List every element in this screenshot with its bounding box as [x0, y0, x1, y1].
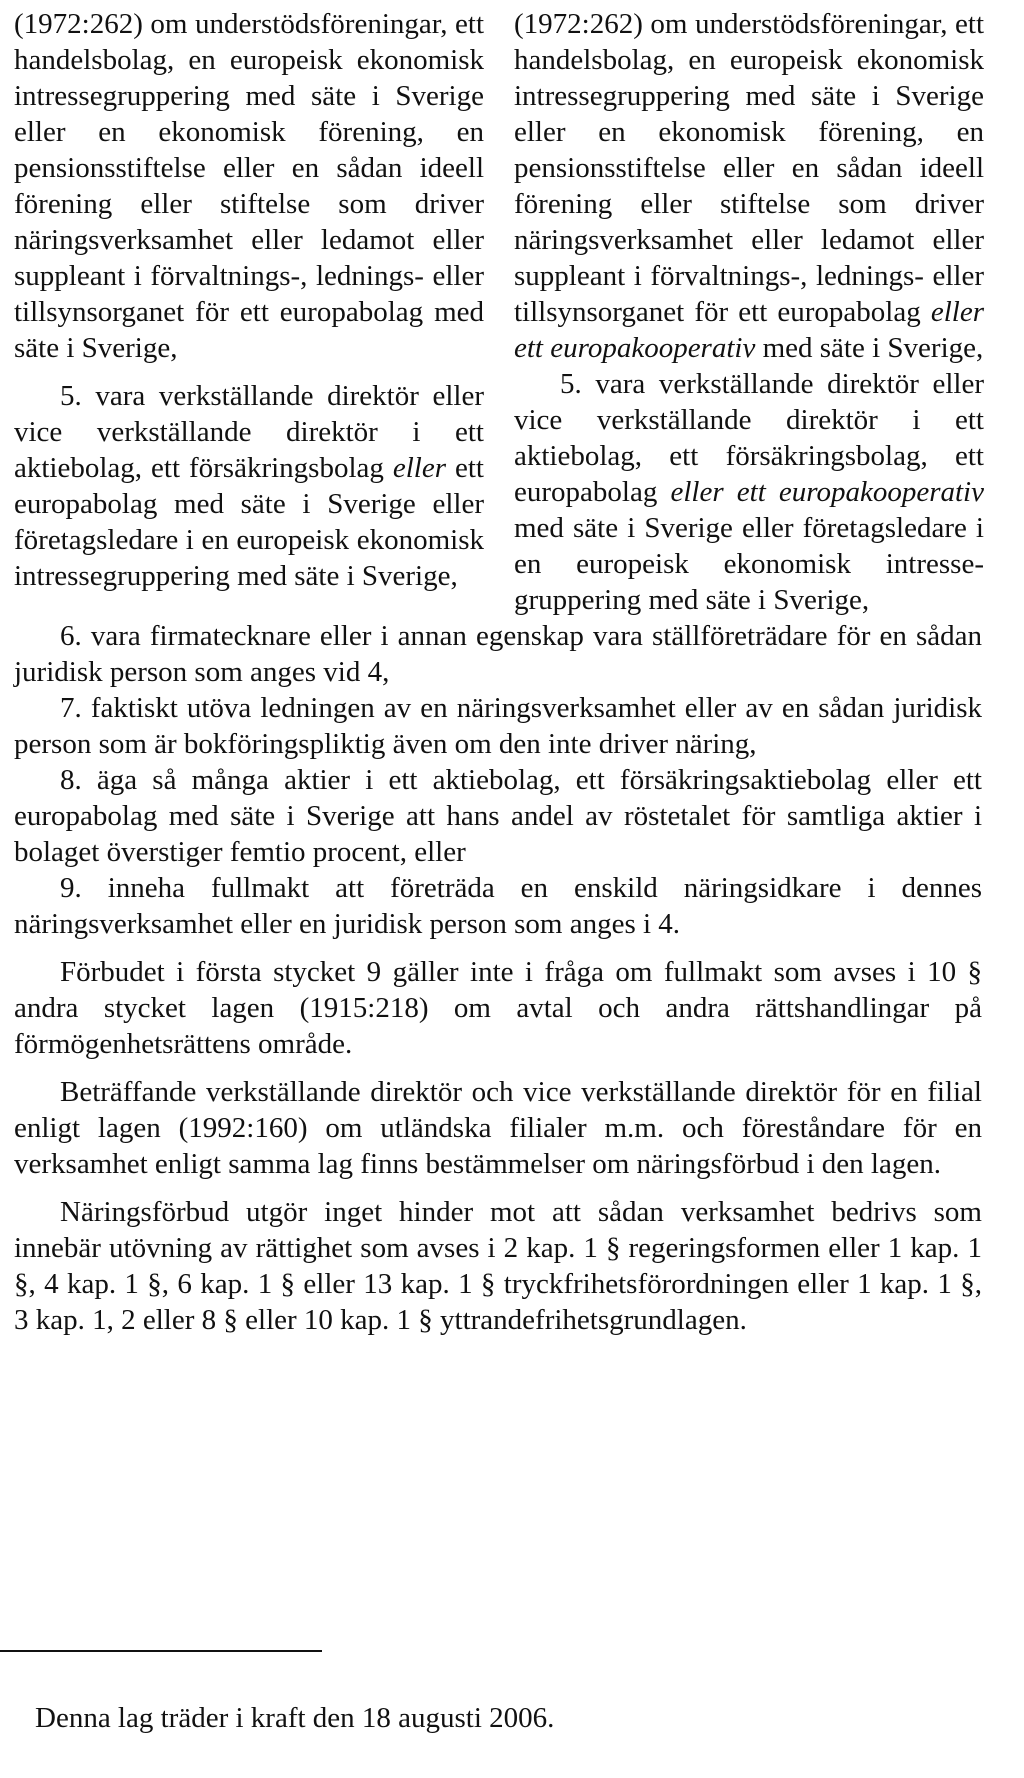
footnote-divider — [0, 1650, 322, 1652]
item-7: 7. faktiskt utöva ledningen av en näringsverksamhet eller av en sådan juridisk person som är bokföringspliktig även om den inte driver näring, — [14, 692, 982, 760]
comparison-columns — [14, 6, 984, 618]
right-item5-text-a: 5. vara verkställande direktör eller vice verkställande direktör i ett aktiebolag, ett försäkringsbolag, ett europabolag — [514, 368, 984, 508]
left-paragraph-item4-continued: (1972:262) om understödsföreningar, ett handelsbolag, en europeisk ekonomisk intressegruppering med säte i Sverige eller en ekonomisk förening, en pensionsstiftelse eller en sådan ideell förening eller stiftelse som driver näringsverksamhet eller ledamot eller suppleant i förvaltnings-, lednings- eller tillsynsorganet för ett europabolag med säte i Sverige, — [14, 8, 484, 364]
right-item5-text-b: med säte i Sverige eller företagsledare i en europeisk ekonomisk intressegruppering med säte i Sverige, — [514, 512, 984, 616]
right-item5-emphasis: eller ett europakooperativ — [670, 476, 984, 508]
right-item4-text-b: med säte i Sverige, — [755, 332, 984, 364]
full-width-text — [14, 618, 982, 1338]
left-item5-text-b: ett europabolag med säte i Sverige eller företagsledare i en europeisk ekonomisk intressegruppering med säte i Sverige, — [14, 452, 484, 592]
document-page — [14, 6, 984, 1338]
item-6: 6. vara firmatecknare eller i annan egenskap vara ställföreträdare för en sådan juridisk person som anges vid 4, — [14, 620, 982, 688]
item-9: 9. inneha fullmakt att företräda en enskild näringsidkare i dennes näringsverksamhet eller en juridisk person som anges i 4. — [14, 872, 982, 940]
right-item4-text-a: (1972:262) om understödsföreningar, ett handelsbolag, en europeisk ekonomisk intressegruppering med säte i Sverige eller en ekonomisk förening, en pensionsstiftelse eller en sådan ideell förening eller stiftelse som driver näringsverksamhet eller ledamot eller suppleant i förvaltnings-, lednings- eller tillsynsorganet för ett europabolag — [514, 8, 984, 328]
left-column-current-wording — [14, 6, 484, 618]
right-item4-emphasis: eller ett europakooperativ — [514, 296, 984, 364]
right-paragraph-item5 — [514, 366, 984, 618]
left-item5-text-a: 5. vara verkställande direktör eller vice verkställande direktör i ett aktiebolag, ett försäkringsbolag — [14, 380, 484, 484]
paragraph-forbud-exception: Förbudet i första stycket 9 gäller inte i fråga om fullmakt som avses i 10 § andra stycket lagen (1915:218) om avtal och andra rättshandlingar på förmögenhetsrättens område. — [14, 956, 982, 1060]
right-column-proposed-wording — [514, 6, 984, 618]
left-paragraph-item5 — [14, 378, 484, 594]
paragraph-naringsforbud-hinder: Näringsförbud utgör inget hinder mot att sådan verksamhet bedrivs som innebär utövning av rättighet som avses i 2 kap. 1 § regeringsformen eller 1 kap. 1 §, 4 kap. 1 §, 6 kap. 1 § eller 13 kap. 1 § tryckfrihetsförordningen eller 1 kap. 1 §, 3 kap. 1, 2 eller 8 § eller 10 kap. 1 § yttrandefrihetsgrundlagen. — [14, 1196, 982, 1336]
paragraph-filial: Beträffande verkställande direktör och vice verkställande direktör för en filial enligt lagen (1992:160) om utländska filialer m.m. och föreståndare för en verksamhet enligt samma lag finns bestämmelser om näringsförbud i den lagen. — [14, 1076, 982, 1180]
entry-into-force-note: Denna lag träder i kraft den 18 augusti 2006. — [35, 1702, 555, 1734]
left-item5-emphasis: eller — [392, 452, 447, 484]
item-8: 8. äga så många aktier i ett aktiebolag, ett försäkringsaktiebolag eller ett europabolag med säte i Sverige att hans andel av röstetalet för samtliga aktier i bolaget överstiger femtio procent, eller — [14, 764, 982, 868]
right-paragraph-item4-continued — [514, 6, 984, 366]
